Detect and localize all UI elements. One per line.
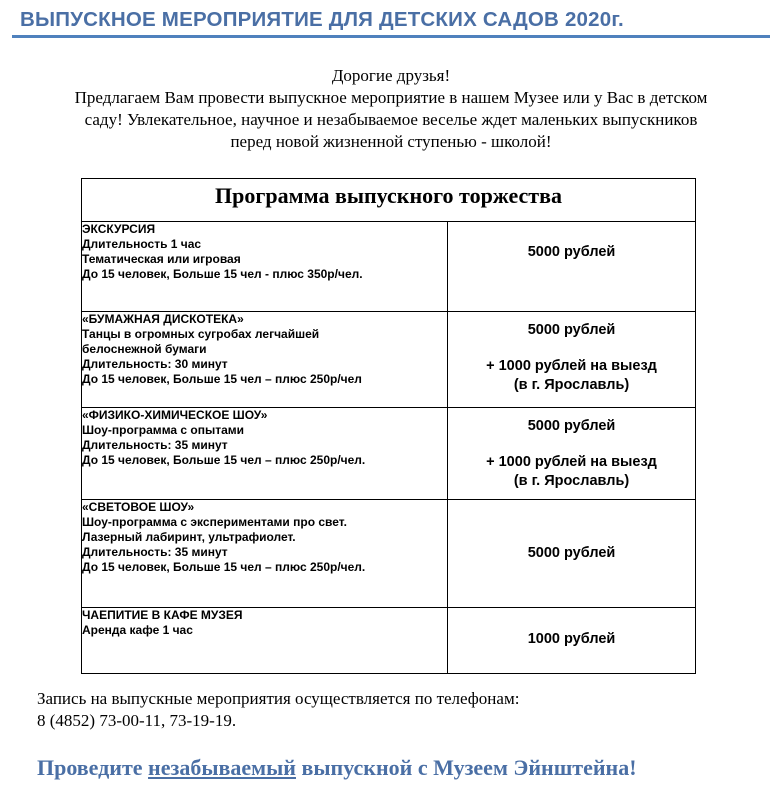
page-title: ВЫПУСКНОЕ МЕРОПРИЯТИЕ ДЛЯ ДЕТСКИХ САДОВ 2020г. [20, 8, 624, 31]
event-price: 5000 рублей [527, 244, 616, 260]
event-price: 5000 рублей [527, 322, 616, 338]
travel-location: (в г. Ярославль) [513, 377, 630, 393]
event-description [82, 408, 448, 500]
event-name: «ФИЗИКО-ХИМИЧЕСКОЕ ШОУ» [82, 408, 268, 422]
event-price-cell [448, 312, 696, 408]
closing-slogan [37, 755, 637, 781]
event-detail: До 15 человек, Больше 15 чел – плюс 250р/чел. [82, 560, 366, 574]
event-price: 1000 рублей [527, 631, 616, 647]
event-name: «СВЕТОВОЕ ШОУ» [82, 500, 195, 514]
intro-line-2: саду! Увлекательное, научное и незабываемое веселье ждет маленьких выпускников [84, 110, 698, 129]
event-price-cell [448, 608, 696, 674]
event-description [82, 312, 448, 408]
program-table [81, 178, 696, 674]
event-detail: Длительность: 35 минут [82, 545, 228, 559]
greeting: Дорогие друзья! [331, 66, 451, 85]
event-detail: Тематическая или игровая [82, 252, 241, 266]
table-row [82, 500, 696, 608]
event-detail: До 15 человек, Больше 15 чел – плюс 250р/чел. [82, 453, 366, 467]
phone-numbers: 8 (4852) 73-00-11, 73-19-19. [37, 711, 237, 730]
table-row [82, 222, 696, 312]
event-detail: Шоу-программа с опытами [82, 423, 245, 437]
intro-line-3: перед новой жизненной ступенью - школой! [230, 132, 552, 151]
slogan-emphasis: незабываемый [148, 755, 296, 780]
event-detail: До 15 человек, Больше 15 чел - плюс 350р/чел. [82, 267, 363, 281]
title-underline [12, 35, 770, 38]
event-detail: До 15 человек, Больше 15 чел – плюс 250р/чел [82, 372, 362, 386]
event-description [82, 222, 448, 312]
event-detail: Длительность 1 час [82, 237, 202, 251]
program-title: Программа выпускного торжества [82, 179, 696, 222]
event-price: 5000 рублей [527, 418, 616, 434]
event-detail: Длительность: 35 минут [82, 438, 228, 452]
travel-location: (в г. Ярославль) [513, 473, 630, 489]
event-description [82, 608, 448, 674]
event-detail: Длительность: 30 минут [82, 357, 228, 371]
event-price-cell [448, 408, 696, 500]
table-row [82, 608, 696, 674]
event-detail: Аренда кафе 1 час [82, 623, 193, 637]
event-price-cell [448, 222, 696, 312]
table-row [82, 408, 696, 500]
intro-text [20, 65, 762, 153]
booking-info [37, 688, 519, 732]
event-name: «БУМАЖНАЯ ДИСКОТЕКА» [82, 312, 244, 326]
event-price: 5000 рублей [527, 545, 616, 561]
booking-text: Запись на выпускные мероприятия осуществляется по телефонам: [37, 689, 520, 708]
event-price-cell [448, 500, 696, 608]
travel-surcharge: + 1000 рублей на выезд [486, 358, 657, 374]
event-detail: Лазерный лабиринт, ультрафиолет. [82, 530, 296, 544]
event-detail: Шоу-программа с экспериментами про свет. [82, 515, 347, 529]
event-description [82, 500, 448, 608]
travel-surcharge: + 1000 рублей на выезд [486, 454, 657, 470]
table-row [82, 312, 696, 408]
slogan-part-1: Проведите [37, 755, 149, 780]
event-name: ЭКСКУРСИЯ [82, 222, 156, 236]
event-detail: белоснежной бумаги [82, 342, 207, 356]
intro-line-1: Предлагаем Вам провести выпускное мероприятие в нашем Музее или у Вас в детском [74, 88, 708, 107]
slogan-part-2: выпускной с Музеем Эйнштейна! [295, 755, 637, 780]
event-detail: Танцы в огромных сугробах легчайшей [82, 327, 320, 341]
event-name: ЧАЕПИТИЕ В КАФЕ МУЗЕЯ [82, 608, 243, 622]
